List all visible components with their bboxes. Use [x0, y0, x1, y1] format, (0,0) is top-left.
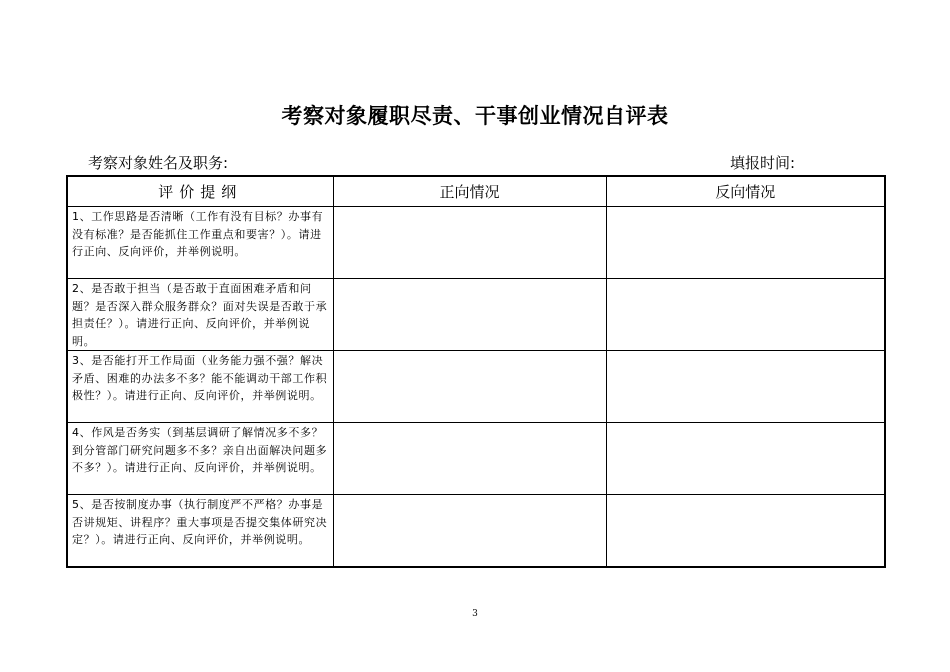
table-row — [67, 207, 885, 279]
negative-cell[interactable] — [606, 351, 885, 423]
positive-cell[interactable] — [333, 207, 606, 279]
positive-cell[interactable] — [333, 351, 606, 423]
fill-date-label: 填报时间: — [730, 154, 796, 172]
self-evaluation-table — [66, 175, 886, 568]
header-negative: 反向情况 — [606, 176, 885, 207]
outline-cell — [67, 423, 333, 495]
negative-cell[interactable] — [606, 495, 885, 568]
outline-text: 4、作风是否务实（到基层调研了解情况多不多？到分管部门研究问题多不多？亲自出面解决问题多不多？）。请进行正向、反向评价，并举例说明。 — [72, 426, 328, 474]
outline-cell — [67, 351, 333, 423]
table-row — [67, 351, 885, 423]
outline-text: 2、是否敢于担当（是否敢于直面困难矛盾和问题？是否深入群众服务群众？面对失误是否敢于承担责任？）。请进行正向、反向评价，并举例说明。 — [72, 282, 328, 348]
negative-cell[interactable] — [606, 279, 885, 351]
header-outline — [67, 176, 333, 207]
outline-text: 3、是否能打开工作局面（业务能力强不强？解决矛盾、困难的办法多不多？能不能调动干部工作积极性？）。请进行正向、反向评价，并举例说明。 — [72, 354, 328, 402]
outline-text: 5、是否按制度办事（执行制度严不严格？办事是否讲规矩、讲程序？重大事项是否提交集体研究决定？）。请进行正向、反向评价，并举例说明。 — [72, 498, 328, 546]
positive-cell[interactable] — [333, 423, 606, 495]
negative-cell[interactable] — [606, 423, 885, 495]
table-row — [67, 423, 885, 495]
negative-cell[interactable] — [606, 207, 885, 279]
outline-text: 1、工作思路是否清晰（工作有没有目标？办事有没有标准？是否能抓住工作重点和要害？）。请进行正向、反向评价，并举例说明。 — [72, 210, 324, 258]
table-row — [67, 279, 885, 351]
outline-cell — [67, 207, 333, 279]
document-title: 考察对象履职尽责、干事创业情况自评表 — [281, 103, 669, 128]
page-number: 3 — [472, 609, 478, 619]
outline-cell — [67, 495, 333, 568]
table-header-row — [67, 176, 885, 207]
subject-name-label: 考察对象姓名及职务: — [88, 154, 229, 172]
positive-cell[interactable] — [333, 279, 606, 351]
outline-cell — [67, 279, 333, 351]
table-row — [67, 495, 885, 568]
positive-cell[interactable] — [333, 495, 606, 568]
header-positive: 正向情况 — [333, 176, 606, 207]
header-outline-label: 评价提纲 — [158, 183, 243, 201]
